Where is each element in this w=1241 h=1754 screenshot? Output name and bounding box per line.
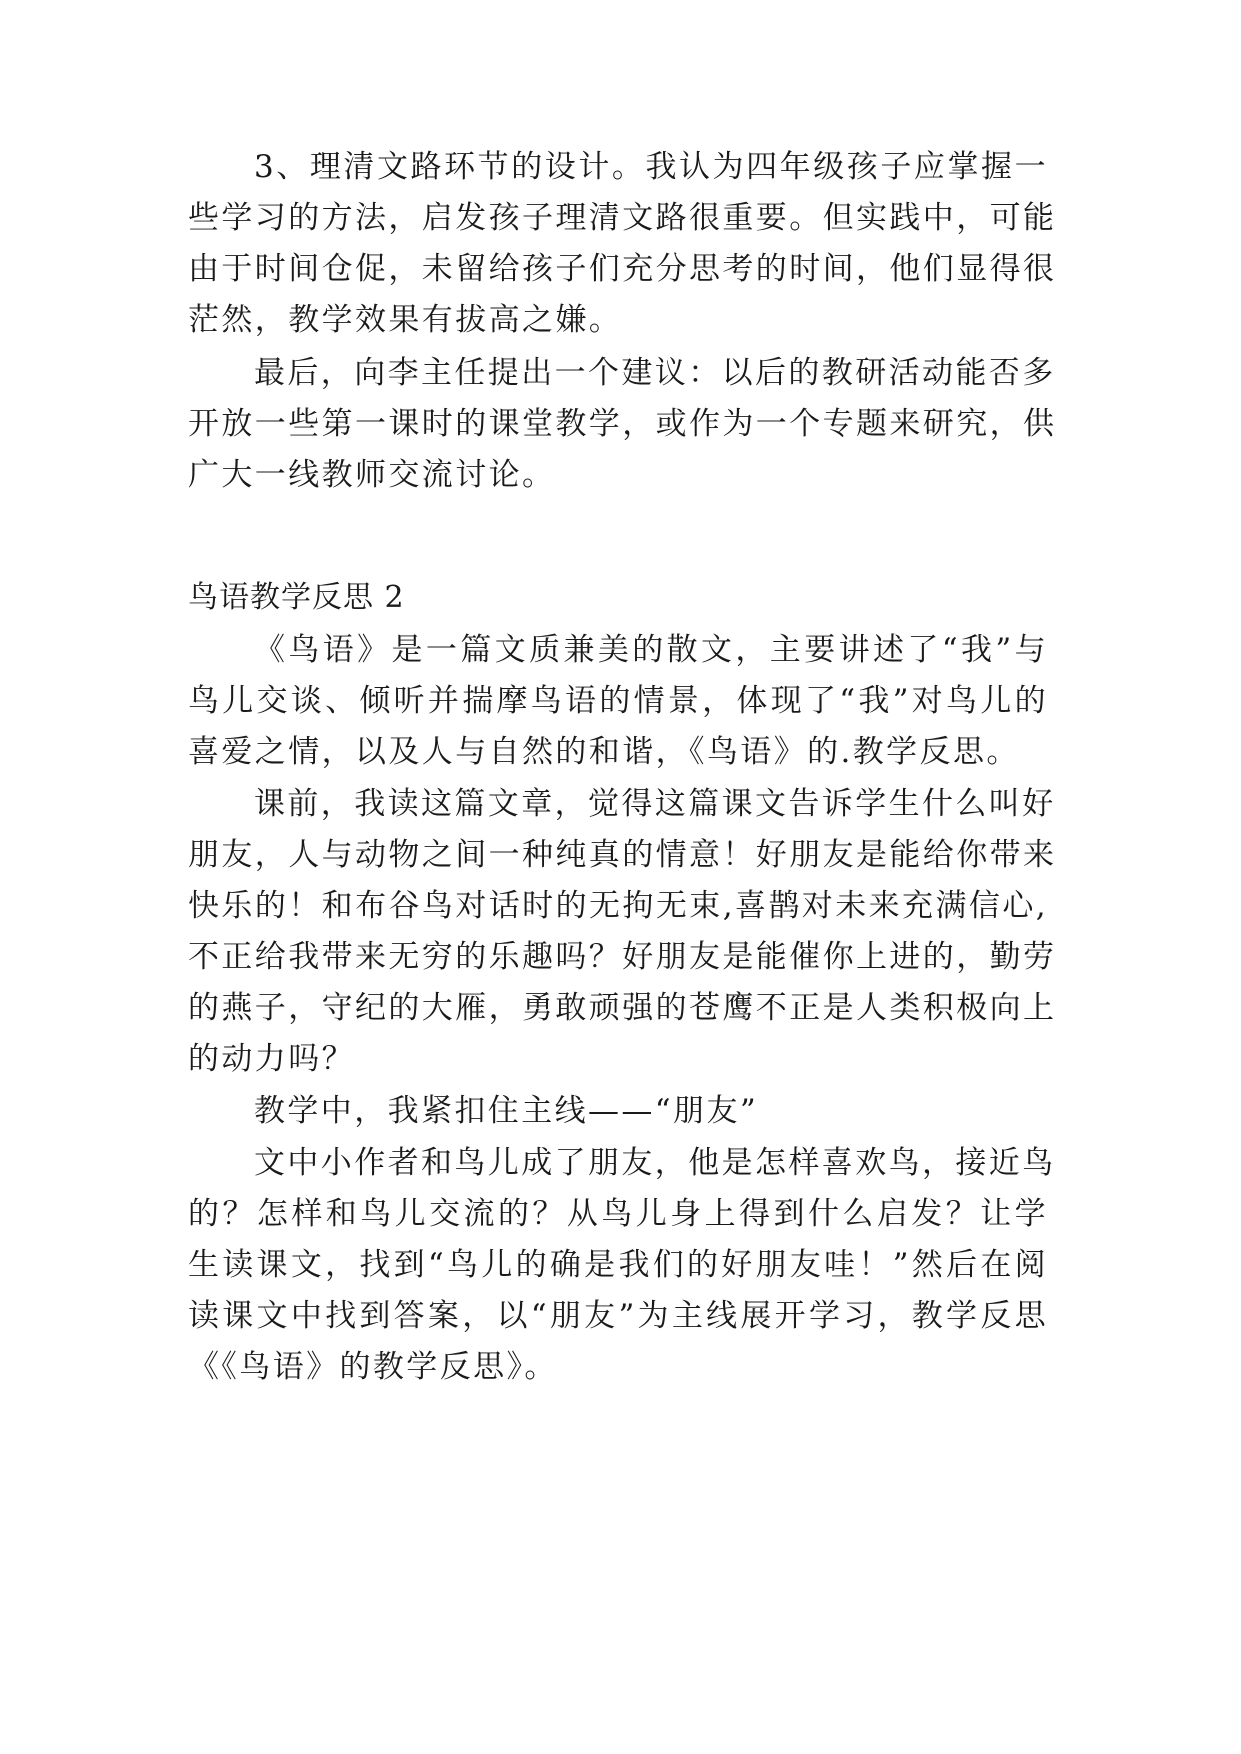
section-paragraph-4-line-2: 的？怎样和鸟儿交流的？从鸟儿身上得到什么启发？让学 [188, 1196, 1048, 1232]
paragraph-1-line-1: 3、理清文路环节的设计。我认为四年级孩子应掌握一 [254, 149, 1048, 185]
paragraph-2-line-3: 广大一线教师交流讨论。 [188, 457, 556, 493]
section-paragraph-1-line-2: 鸟儿交谈、倾听并揣摩鸟语的情景，体现了“我”对鸟儿的 [188, 683, 1048, 719]
section-paragraph-2-line-5: 的燕子，守纪的大雁，勇敢顽强的苍鹰不正是人类积极向上 [188, 990, 1057, 1026]
section-paragraph-4-line-5: 《《鸟语》的教学反思》。 [188, 1349, 558, 1385]
section-paragraph-2-line-6: 的动力吗？ [188, 1041, 355, 1077]
section-paragraph-3-line-1: 教学中，我紧扣住主线——“朋友” [254, 1093, 759, 1129]
section-paragraph-2-line-2: 朋友，人与动物之间一种纯真的情意！好朋友是能给你带来 [188, 837, 1057, 873]
section-paragraph-4-line-1: 文中小作者和鸟儿成了朋友，他是怎样喜欢鸟，接近鸟 [254, 1145, 1056, 1181]
section-paragraph-4-line-3: 生读课文，找到“鸟儿的确是我们的好朋友哇！”然后在阅 [188, 1247, 1048, 1283]
section-paragraph-2-line-3: 快乐的！和布谷鸟对话时的无拘无束,喜鹊对未来充满信心, [188, 888, 1048, 924]
section-heading: 鸟语教学反思 2 [188, 580, 405, 615]
paragraph-1-line-3: 由于时间仓促，未留给孩子们充分思考的时间，他们显得很 [188, 251, 1057, 287]
section-paragraph-1-line-3: 喜爱之情，以及人与自然的和谐，《鸟语》的.教学反思。 [188, 734, 1020, 770]
section-paragraph-4-line-4: 读课文中找到答案，以“朋友”为主线展开学习，教学反思 [188, 1298, 1048, 1334]
paragraph-2-line-2: 开放一些第一课时的课堂教学，或作为一个专题来研究，供 [188, 406, 1057, 442]
paragraph-1-line-4: 茫然，教学效果有拔高之嫌。 [188, 302, 623, 338]
section-paragraph-1-line-1: 《鸟语》是一篇文质兼美的散文，主要讲述了“我”与 [254, 632, 1048, 668]
paragraph-2-line-1: 最后，向李主任提出一个建议：以后的教研活动能否多 [254, 355, 1056, 391]
paragraph-1-line-2: 些学习的方法，启发孩子理清文路很重要。但实践中，可能 [188, 200, 1057, 236]
section-paragraph-2-line-4: 不正给我带来无穷的乐趣吗？好朋友是能催你上进的，勤劳 [188, 939, 1057, 975]
section-paragraph-2-line-1: 课前，我读这篇文章，觉得这篇课文告诉学生什么叫好 [254, 786, 1056, 822]
